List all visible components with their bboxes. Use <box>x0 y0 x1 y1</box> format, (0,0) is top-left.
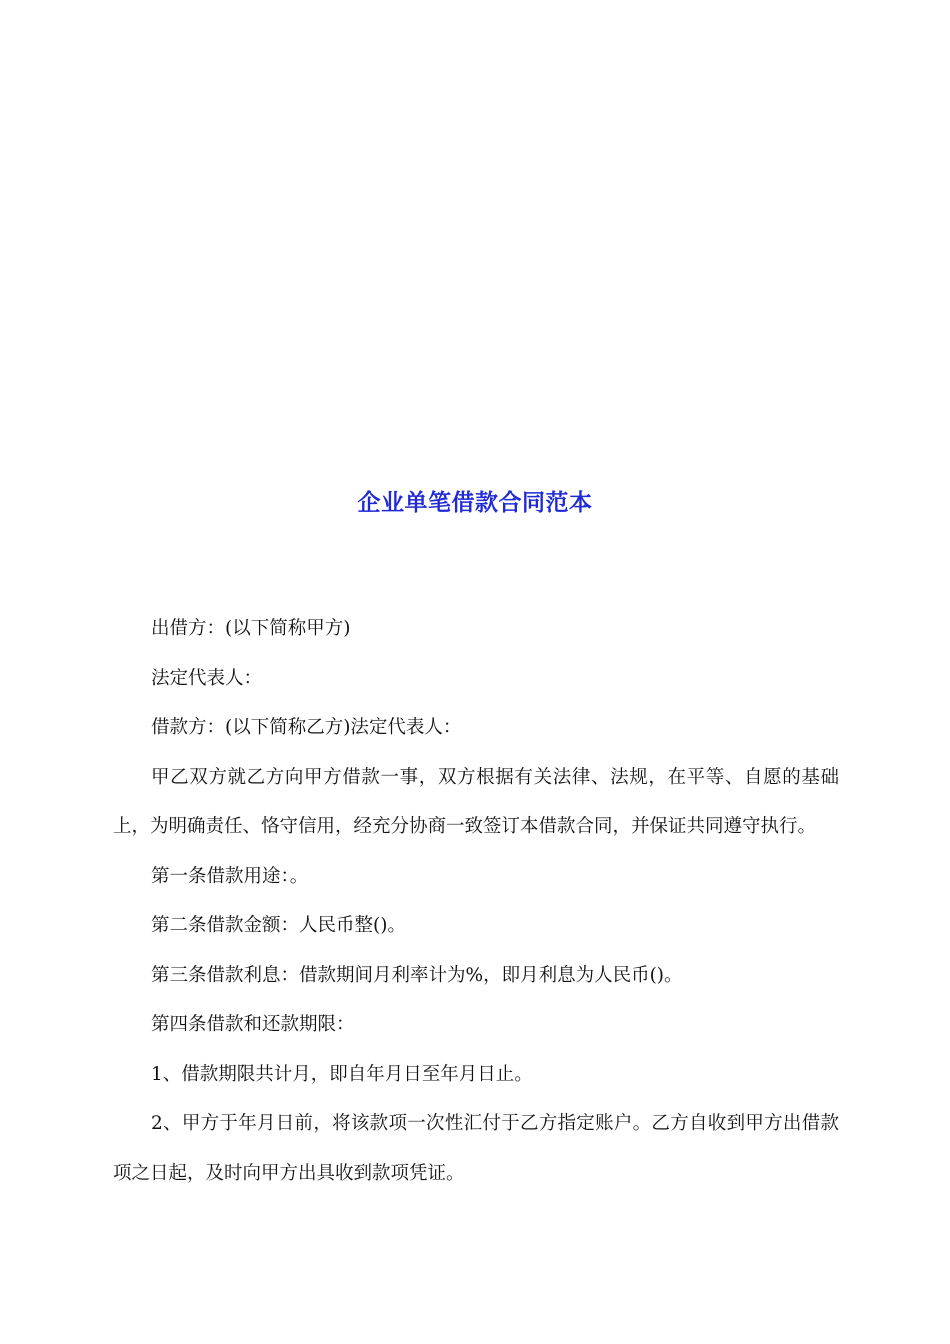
paragraph-article-4-item-1: 1、借款期限共计月，即自年月日至年月日止。 <box>151 1063 533 1085</box>
document-body <box>113 604 839 1198</box>
paragraph-article-4-item-2: 2、甲方于年月日前，将该款项一次性汇付于乙方指定账户。乙方自收到甲方出借款项之日起，及时向甲方出具收到款项凭证。 <box>113 1113 839 1184</box>
paragraph-article-3: 第三条借款利息：借款期间月利率计为%，即月利息为人民币()。 <box>151 964 683 986</box>
document-title: 企业单笔借款合同范本 <box>357 489 593 516</box>
paragraph-lender: 出借方：(以下简称甲方) <box>151 618 351 639</box>
paragraph-preamble: 甲乙双方就乙方向甲方借款一事，双方根据有关法律、法规，在平等、自愿的基础上，为明确责任、恪守信用，经充分协商一致签订本借款合同，并保证共同遵守执行。 <box>113 766 839 837</box>
paragraph-borrower: 借款方：(以下简称乙方)法定代表人： <box>151 717 462 738</box>
paragraph-article-4: 第四条借款和还款期限： <box>151 1014 355 1035</box>
paragraph-article-1: 第一条借款用途：。 <box>151 865 309 887</box>
paragraph-legal-representative: 法定代表人： <box>151 667 263 689</box>
paragraph-article-2: 第二条借款金额：人民币整()。 <box>151 915 406 936</box>
